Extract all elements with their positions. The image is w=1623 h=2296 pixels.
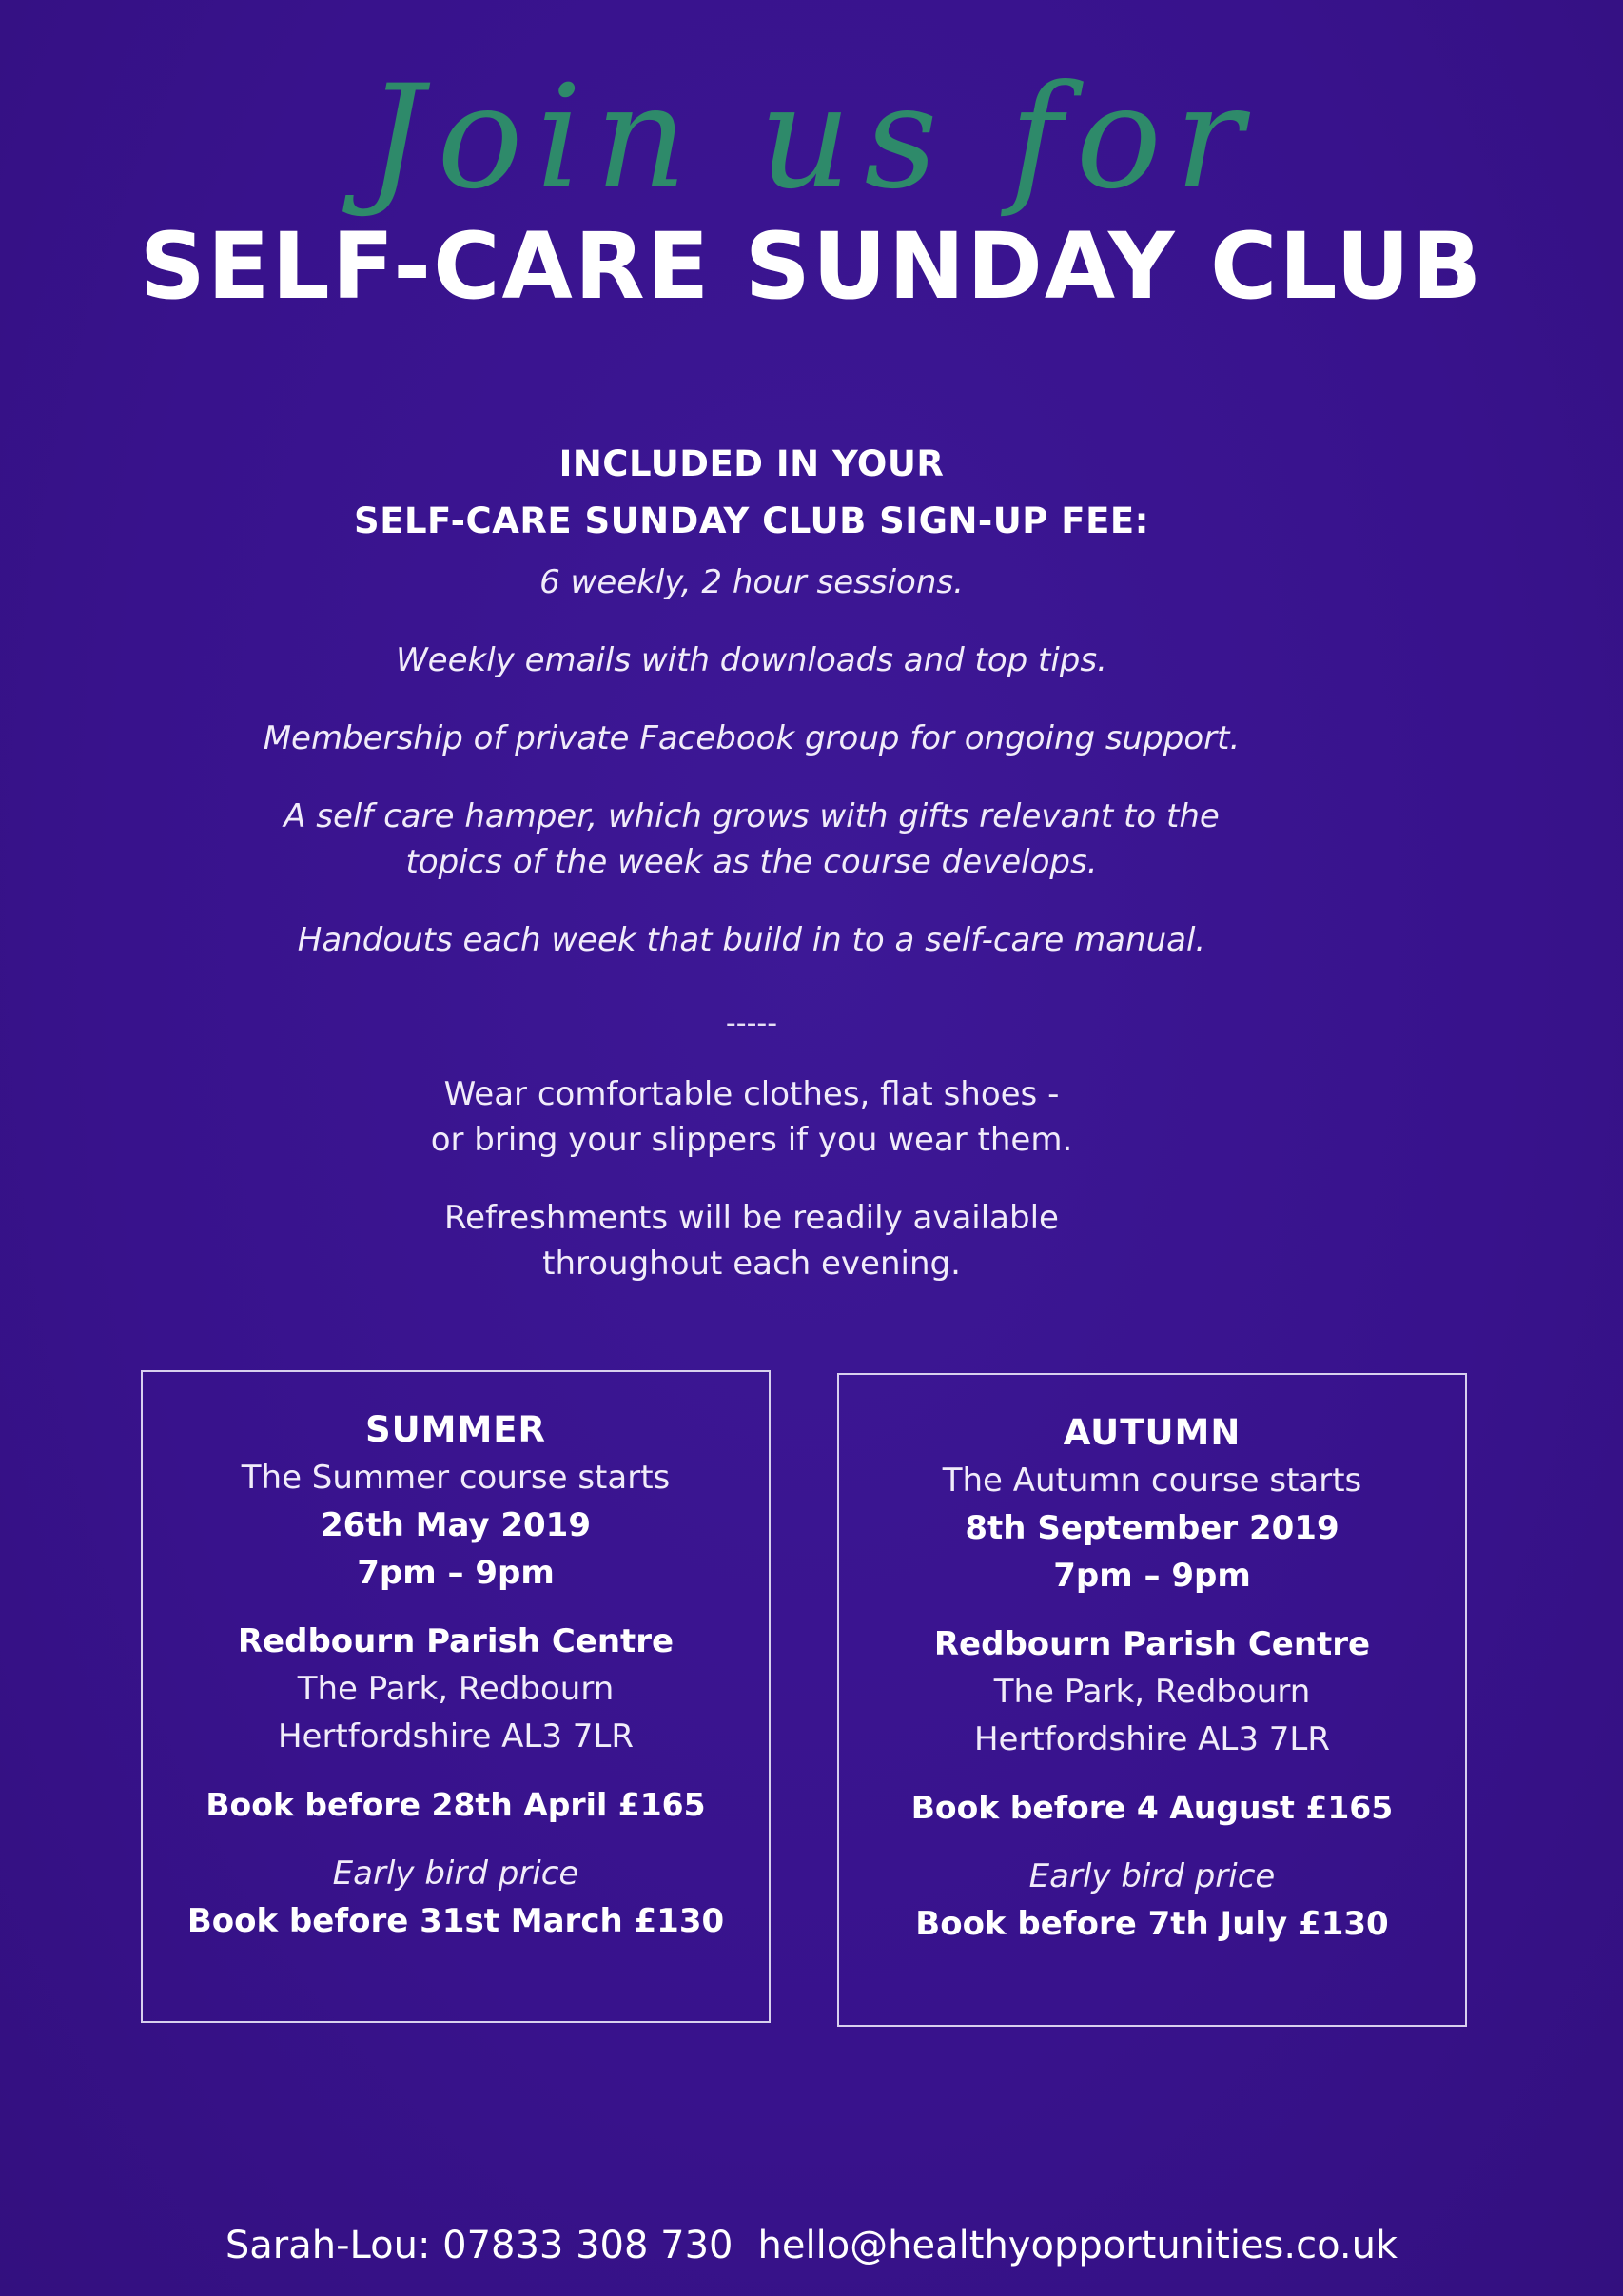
summer-course-box (141, 1370, 771, 2023)
course-starts-text: The Summer course starts (241, 1459, 671, 1497)
early-bird-label: Early bird price (332, 1854, 579, 1893)
phone-contact[interactable]: Sarah-Lou: 07833 308 730 (225, 2224, 733, 2267)
included-heading (0, 436, 1503, 550)
included-heading-line-1: INCLUDED IN YOUR (558, 443, 945, 484)
course-date: 26th May 2019 (321, 1506, 591, 1544)
list-item: 6 weekly, 2 hour sessions. (539, 563, 964, 601)
early-bird-price: Book before 7th July £130 (915, 1905, 1389, 1943)
autumn-course-box (837, 1373, 1467, 2027)
venue-address-line: The Park, Redbourn (993, 1673, 1311, 1711)
course-time: 7pm – 9pm (1053, 1557, 1251, 1595)
booking-price: Book before 4 August £165 (910, 1789, 1394, 1826)
venue-name: Redbourn Parish Centre (933, 1625, 1371, 1663)
venue-address-line: Hertfordshire AL3 7LR (973, 1720, 1331, 1758)
venue-address-line: The Park, Redbourn (297, 1670, 615, 1708)
contact-footer (0, 2222, 1623, 2269)
venue-address-line: Hertfordshire AL3 7LR (277, 1717, 635, 1756)
list-item-line: topics of the week as the course develops. (405, 843, 1098, 881)
course-date: 8th September 2019 (965, 1509, 1339, 1547)
clothing-note-line: Wear comfortable clothes, flat shoes - (443, 1075, 1060, 1113)
clothing-note (0, 1071, 1503, 1163)
dashed-divider: ----- (725, 1007, 778, 1040)
list-item (0, 794, 1503, 885)
course-time: 7pm – 9pm (357, 1554, 555, 1592)
list-item: Weekly emails with downloads and top tips. (396, 641, 1107, 679)
venue-name: Redbourn Parish Centre (237, 1622, 675, 1660)
page-title: SELF-CARE SUNDAY CLUB (139, 213, 1484, 320)
list-item: Membership of private Facebook group for ongoing support. (263, 719, 1241, 757)
refreshments-note-line: throughout each evening. (542, 1245, 961, 1283)
refreshments-note-line: Refreshments will be readily available (444, 1199, 1059, 1237)
included-heading-line-2: SELF-CARE SUNDAY CLUB SIGN-UP FEE: (354, 500, 1149, 541)
clothing-note-line: or bring your slippers if you wear them. (430, 1121, 1073, 1159)
list-item: Handouts each week that build in to a self-care manual. (297, 921, 1206, 959)
refreshments-note (0, 1195, 1503, 1286)
season-heading: SUMMER (364, 1409, 547, 1450)
season-heading: AUTUMN (1063, 1412, 1242, 1453)
notes-section (0, 1071, 1503, 1319)
early-bird-label: Early bird price (1028, 1857, 1276, 1895)
list-item-line: A self care hamper, which grows with gifts relevant to the (284, 797, 1220, 835)
included-list (0, 559, 1503, 995)
early-bird-price: Book before 31st March £130 (186, 1902, 725, 1940)
course-starts-text: The Autumn course starts (942, 1462, 1362, 1500)
email-contact[interactable]: hello@healthyopportunities.co.uk (757, 2224, 1398, 2267)
join-us-script-heading: Join us for (366, 55, 1257, 221)
booking-price: Book before 28th April £165 (205, 1786, 706, 1823)
